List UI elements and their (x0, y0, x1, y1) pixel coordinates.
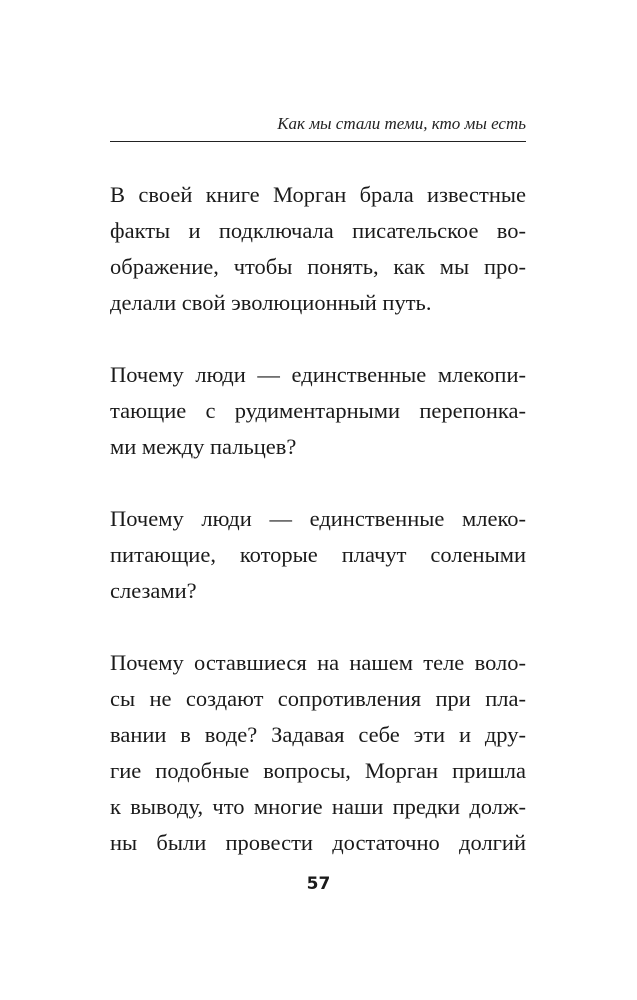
text-line: Почему люди — единственные млеко- (110, 506, 526, 531)
paragraph-2 (110, 357, 526, 465)
text-line: факты и подключала писательское во- (110, 218, 526, 243)
text-line: сы не создают сопротивления при пла- (110, 686, 526, 711)
text-line: ны были провести достаточно долгий (110, 830, 526, 855)
text-line: ми между пальцев? (110, 434, 297, 459)
page-number: 57 (306, 874, 331, 894)
paragraph-4 (110, 645, 526, 861)
text-line: к выводу, что многие наши предки долж- (110, 794, 526, 819)
paragraph-1 (110, 177, 526, 321)
text-line: гие подобные вопросы, Морган пришла (110, 758, 526, 783)
paragraph-3 (110, 501, 526, 609)
body-text (110, 177, 526, 897)
text-line: В своей книге Морган брала известные (110, 182, 526, 207)
text-line: ображение, чтобы понять, как мы про- (110, 254, 526, 279)
text-line: Почему люди — единственные млекопи- (110, 362, 526, 387)
text-line: вании в воде? Задавая себе эти и дру- (110, 722, 526, 747)
running-header: Как мы стали теми, кто мы есть (277, 114, 526, 133)
text-line: слезами? (110, 578, 197, 603)
text-line: делали свой эволюционный путь. (110, 290, 432, 315)
text-line: Почему оставшиеся на нашем теле воло- (110, 650, 526, 675)
text-line: питающие, которые плачут солеными (110, 542, 526, 567)
text-line: тающие с рудиментарными перепонка- (110, 398, 526, 423)
header-rule (110, 141, 526, 142)
